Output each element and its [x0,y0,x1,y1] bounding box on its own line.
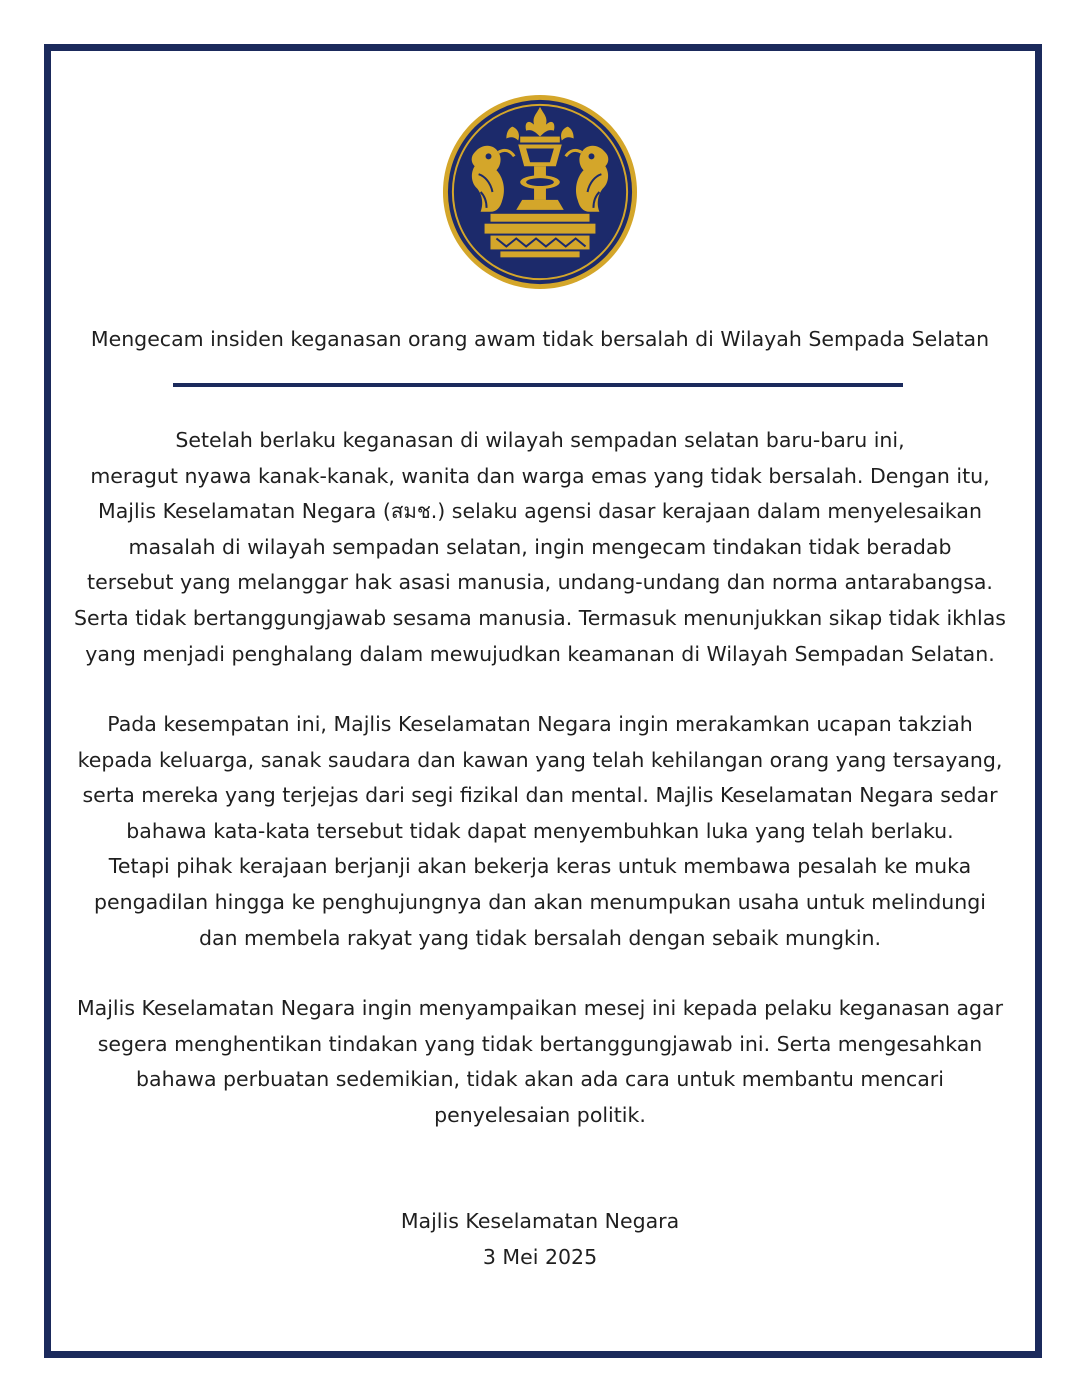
paragraph-line: Majlis Keselamatan Negara (สมช.) selaku agensi dasar kerajaan dalam menyelesaikan [98,499,982,524]
paragraph-line: Tetapi pihak kerajaan berjanji akan bekerja keras untuk membawa pesalah ke muka [108,854,972,879]
paragraph-line: Majlis Keselamatan Negara ingin menyampaikan mesej ini kepada pelaku keganasan agar [76,996,1004,1020]
signature-block [60,1204,1020,1275]
paragraph-line: serta mereka yang terjejas dari segi fizikal dan mental. Majlis Keselamatan Negara sedar [82,783,998,808]
paragraph-line: Setelah berlaku keganasan di wilayah sempadan selatan baru-baru ini, [175,428,905,452]
paragraph-line: meragut nyawa kanak-kanak, wanita dan warga emas yang tidak bersalah. Dengan itu, [90,463,990,488]
paragraph-line: masalah di wilayah sempadan selatan, ingin mengecam tindakan tidak beradab [128,534,952,559]
signature-organization: Majlis Keselamatan Negara [400,1209,680,1233]
paragraph-line: pengadilan hingga ke penghujungnya dan akan menumpukan usaha untuk melindungi [94,889,986,914]
paragraph-line: tersebut yang melanggar hak asasi manusia, undang-undang dan norma antarabangsa. [87,570,993,595]
paragraph-2 [60,707,1020,956]
paragraph-line: Pada kesempatan ini, Majlis Keselamatan Negara ingin merakamkan ucapan takziah [107,712,973,736]
paragraph-line: segera menghentikan tindakan yang tidak bertanggungjawab ini. Serta mengesahkan [97,1031,983,1056]
paragraph-line: penyelesaian politik. [434,1102,646,1127]
paragraph-line: bahawa kata-kata tersebut tidak dapat menyembuhkan luka yang telah berlaku. [126,818,954,843]
paragraph-3 [60,991,1020,1133]
thai-government-seal-icon [441,93,639,291]
paragraph-line: bahawa perbuatan sedemikian, tidak akan ada cara untuk membantu mencari [136,1067,944,1092]
paragraph-1 [60,423,1020,672]
paragraph-line: dan membela rakyat yang tidak bersalah dengan sebaik mungkin. [198,925,882,950]
signature-date: 3 Mei 2025 [482,1244,598,1269]
document-title: Mengecam insiden keganasan orang awam tidak bersalah di Wilayah Sempada Selatan [90,327,990,351]
paragraph-line: Serta tidak bertanggungjawab sesama manusia. Termasuk menunjukkan sikap tidak ikhlas [74,605,1006,630]
title-divider [173,383,903,387]
paragraph-line: kepada keluarga, sanak saudara dan kawan yang telah kehilangan orang yang tersayang, [77,747,1003,772]
paragraph-line: yang menjadi penghalang dalam mewujudkan keamanan di Wilayah Sempadan Selatan. [85,641,995,666]
